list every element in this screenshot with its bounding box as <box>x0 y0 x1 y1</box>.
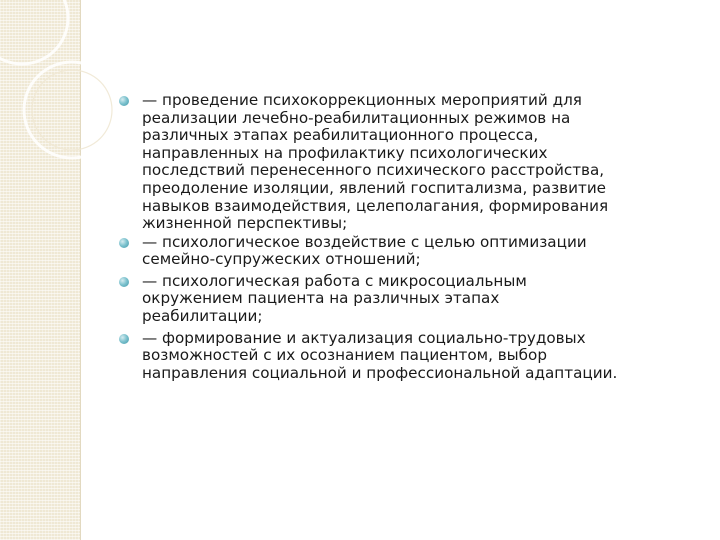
bullet-icon <box>119 277 129 287</box>
bullet-line: — проведение психокоррекционных мероприятий для <box>142 91 582 109</box>
bullet-line: — психологическое воздействие с целью оптимизации <box>142 232 587 251</box>
bullet-line: направленных на профилактику психологических <box>142 143 548 162</box>
bullet-icon <box>119 334 129 344</box>
bullet-line: жизненной перспективы; <box>142 214 348 233</box>
bullet-line: реабилитации; <box>142 306 263 325</box>
list-item <box>118 330 708 383</box>
bullet-line: навыков взаимодействия, целеполагания, формирования <box>142 196 609 215</box>
bullet-icon <box>119 96 129 106</box>
list-item <box>118 273 708 326</box>
bullet-line: преодоление изоляции, явлений госпитализма, развитие <box>142 178 607 197</box>
bullet-content <box>118 92 708 382</box>
bullet-line: окружением пациента на различных этапах <box>142 289 500 308</box>
bullet-line: — формирование и актуализация социально-трудовых <box>142 328 586 347</box>
bullet-list <box>118 92 708 382</box>
bullet-line: возможностей с их осознанием пациентом, выбор <box>142 346 547 365</box>
list-item <box>118 92 708 233</box>
bullet-line: направления социальной и профессиональной адаптации. <box>142 363 618 382</box>
bullet-line: реализации лечебно-реабилитационных режимов на <box>142 108 571 127</box>
bullet-line: последствий перенесенного психического расстройства, <box>142 161 605 180</box>
list-item <box>118 234 708 269</box>
bullet-line: семейно-супружеских отношений; <box>142 250 421 269</box>
bullet-line: различных этапах реабилитационного процесса, <box>142 126 539 145</box>
bullet-line: — психологическая работа с микросоциальным <box>142 271 527 290</box>
bullet-icon <box>119 238 129 248</box>
